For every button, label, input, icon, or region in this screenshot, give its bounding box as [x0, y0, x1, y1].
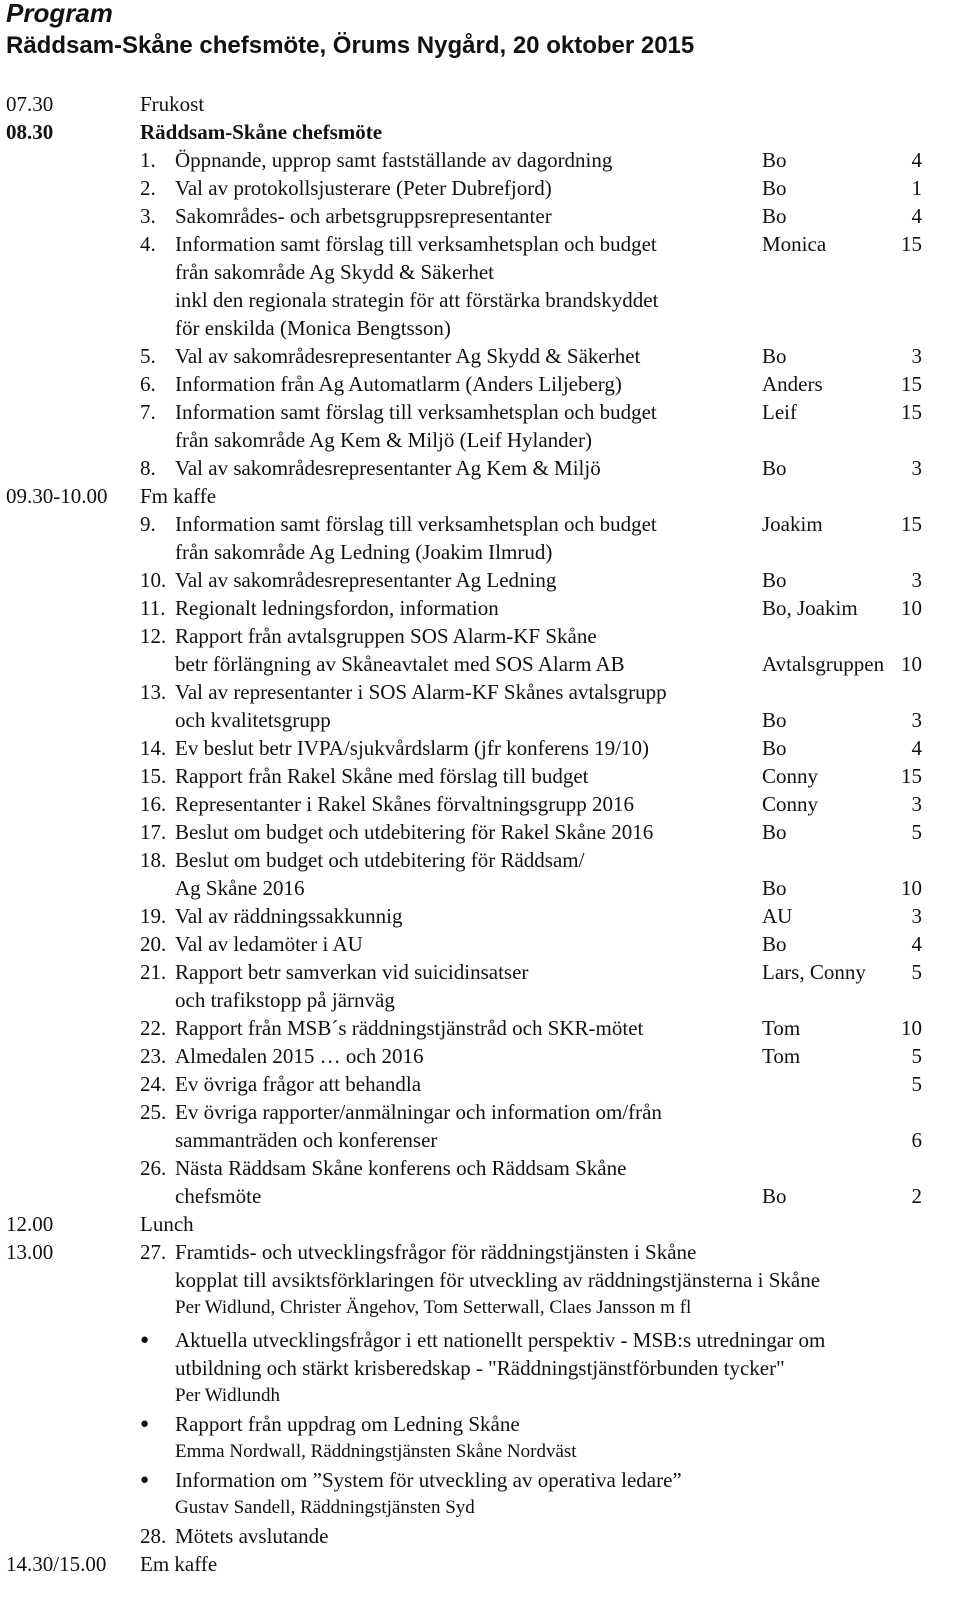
item-text: Beslut om budget och utdebitering för Räddsam/ — [175, 848, 585, 872]
item-minutes: 2 — [911, 1184, 922, 1208]
agenda-item-continuation — [0, 986, 960, 1014]
item-text: Rapport från MSB´s räddningstjänstråd och SKR-mötet — [175, 1016, 644, 1040]
agenda-item-continuation — [0, 706, 960, 734]
item-responsible: Bo — [762, 176, 787, 200]
item-number: 6. — [140, 372, 156, 396]
item-text: Val av sakområdesrepresentanter Ag Kem & Miljö — [175, 456, 601, 480]
agenda-item — [0, 146, 960, 174]
item-text: Nästa Räddsam Skåne konferens och Räddsam Skåne — [175, 1156, 627, 1180]
item-responsible: Bo — [762, 456, 787, 480]
agenda-item — [0, 370, 960, 398]
item-responsible: Monica — [762, 232, 827, 256]
item-text: från sakområde Ag Kem & Miljö (Leif Hylander) — [175, 428, 592, 452]
item-text: betr förlängning av Skåneavtalet med SOS Alarm AB — [175, 652, 625, 676]
item-number: 18. — [140, 848, 167, 872]
item-number: 4. — [140, 232, 156, 256]
agenda-item — [0, 734, 960, 762]
schedule-row — [0, 1210, 960, 1238]
agenda-item — [0, 818, 960, 846]
item-responsible: Bo — [762, 932, 787, 956]
item-number: 1. — [140, 148, 156, 172]
item-text: inkl den regionala strategin för att förstärka brandskyddet — [175, 288, 659, 312]
schedule-time: 09.30-10.00 — [6, 484, 108, 508]
item-number: 7. — [140, 400, 156, 424]
item-minutes: 3 — [911, 568, 922, 592]
agenda-item — [0, 230, 960, 258]
agenda-item — [0, 1238, 960, 1266]
item-minutes: 4 — [911, 736, 922, 760]
presenters: Per Widlund, Christer Ängehov, Tom Setterwall, Claes Jansson m fl — [175, 1297, 692, 1318]
agenda-item — [0, 1042, 960, 1070]
agenda-item — [0, 762, 960, 790]
agenda-item-continuation — [0, 426, 960, 454]
bullet-icon: ● — [140, 1416, 150, 1433]
item-number: 15. — [140, 764, 167, 788]
agenda-item — [0, 958, 960, 986]
bullet-item — [0, 1466, 960, 1494]
item-number: 16. — [140, 792, 167, 816]
item-responsible: Conny — [762, 792, 819, 816]
item-presenters — [0, 1294, 960, 1322]
item-responsible: Bo — [762, 1184, 787, 1208]
item-responsible: Leif — [762, 400, 797, 424]
bullet-presenters — [0, 1382, 960, 1410]
item-text: Information samt förslag till verksamhetsplan och budget — [175, 232, 657, 256]
item-number: 3. — [140, 204, 156, 228]
agenda-item-continuation — [0, 538, 960, 566]
item-text: Regionalt ledningsfordon, information — [175, 596, 499, 620]
schedule-label: Em kaffe — [140, 1552, 218, 1577]
item-text: Representanter i Rakel Skånes förvaltningsgrupp 2016 — [175, 792, 634, 816]
agenda-item — [0, 566, 960, 594]
agenda-item — [0, 678, 960, 706]
bullet-icon: ● — [140, 1472, 150, 1489]
schedule-label: Frukost — [140, 92, 205, 116]
item-number: 9. — [140, 512, 156, 536]
item-text: Almedalen 2015 … och 2016 — [175, 1044, 424, 1068]
schedule-label: Fm kaffe — [140, 484, 217, 508]
agenda-item — [0, 846, 960, 874]
item-minutes: 10 — [901, 652, 922, 676]
item-text: Ev övriga rapporter/anmälningar och information om/från — [175, 1100, 662, 1124]
item-number: 19. — [140, 904, 167, 928]
item-number: 27. — [140, 1240, 167, 1264]
item-number: 10. — [140, 568, 167, 592]
item-minutes: 4 — [911, 204, 922, 228]
item-number: 22. — [140, 1016, 167, 1040]
item-responsible: Bo — [762, 876, 787, 900]
item-number: 14. — [140, 736, 167, 760]
bullet-item-continuation — [0, 1354, 960, 1382]
bullet-item — [0, 1326, 960, 1354]
item-text: Ev beslut betr IVPA/sjukvårdslarm (jfr konferens 19/10) — [175, 736, 649, 760]
item-responsible: Tom — [762, 1044, 801, 1068]
schedule-label: Lunch — [140, 1212, 194, 1236]
item-minutes: 5 — [911, 1044, 922, 1068]
item-text: Information samt förslag till verksamhetsplan och budget — [175, 400, 657, 424]
item-minutes: 6 — [911, 1128, 922, 1152]
item-responsible: Anders — [762, 372, 823, 396]
program-subtitle: Räddsam-Skåne chefsmöte, Örums Nygård, 20 oktober 2015 — [6, 32, 695, 59]
item-responsible: Avtalsgruppen — [762, 652, 885, 676]
agenda-item — [0, 1154, 960, 1182]
agenda-item — [0, 790, 960, 818]
item-number: 26. — [140, 1156, 167, 1180]
item-responsible: Conny — [762, 764, 819, 788]
item-minutes: 1 — [911, 176, 922, 200]
item-minutes: 15 — [901, 232, 922, 256]
item-minutes: 5 — [911, 820, 922, 844]
item-number: 17. — [140, 820, 167, 844]
item-responsible: AU — [762, 904, 793, 928]
item-responsible: Bo — [762, 148, 787, 172]
item-minutes: 10 — [901, 876, 922, 900]
presenters: Per Widlundh — [175, 1385, 280, 1407]
item-minutes: 3 — [911, 904, 922, 928]
item-text: Information från Ag Automatlarm (Anders Liljeberg) — [175, 372, 622, 396]
item-number: 8. — [140, 456, 156, 480]
bullet-text: Rapport från uppdrag om Ledning Skåne — [175, 1412, 520, 1437]
item-minutes: 15 — [901, 512, 922, 536]
schedule-label: Räddsam-Skåne chefsmöte — [140, 120, 383, 144]
item-number: 25. — [140, 1100, 167, 1124]
schedule-row — [0, 90, 960, 118]
item-responsible: Bo — [762, 344, 787, 368]
agenda-item-continuation — [0, 314, 960, 342]
item-responsible: Bo, Joakim — [762, 596, 858, 620]
item-minutes: 10 — [901, 596, 922, 620]
schedule-time: 07.30 — [6, 92, 54, 116]
presenters: Emma Nordwall, Räddningstjänsten Skåne Nordväst — [175, 1441, 577, 1463]
presenters: Gustav Sandell, Räddningstjänsten Syd — [175, 1497, 475, 1519]
item-text: och kvalitetsgrupp — [175, 708, 331, 732]
item-number: 28. — [140, 1524, 167, 1549]
agenda-item — [0, 1098, 960, 1126]
item-minutes: 5 — [911, 960, 922, 984]
item-responsible: Bo — [762, 820, 787, 844]
item-text: Mötets avslutande — [175, 1524, 329, 1549]
schedule-time: 08.30 — [6, 120, 54, 144]
agenda-item-continuation — [0, 1126, 960, 1154]
item-minutes: 5 — [911, 1072, 922, 1096]
item-text: och trafikstopp på järnväg — [175, 988, 395, 1012]
item-text: sammanträden och konferenser — [175, 1128, 438, 1152]
item-responsible: Bo — [762, 568, 787, 592]
item-minutes: 4 — [911, 148, 922, 172]
bullet-icon: ● — [140, 1332, 150, 1349]
agenda-item — [0, 622, 960, 650]
agenda-item — [0, 902, 960, 930]
schedule-time: 14.30/15.00 — [6, 1552, 107, 1577]
item-text: Val av representanter i SOS Alarm-KF Skånes avtalsgrupp — [175, 680, 667, 704]
bullet-text: Aktuella utvecklingsfrågor i ett nationellt perspektiv - MSB:s utredningar om — [175, 1328, 826, 1353]
item-text: Öppnande, upprop samt fastställande av dagordning — [175, 148, 613, 172]
item-responsible: Bo — [762, 204, 787, 228]
bullet-item — [0, 1410, 960, 1438]
item-number: 5. — [140, 344, 156, 368]
agenda-item — [0, 454, 960, 482]
item-minutes: 3 — [911, 456, 922, 480]
item-text: Val av sakområdesrepresentanter Ag Ledning — [175, 568, 557, 592]
item-minutes: 3 — [911, 792, 922, 816]
item-minutes: 10 — [901, 1016, 922, 1040]
agenda-item — [0, 930, 960, 958]
item-number: 24. — [140, 1072, 167, 1096]
schedule-row — [0, 118, 960, 146]
bullet-presenters — [0, 1438, 960, 1466]
item-minutes: 15 — [901, 400, 922, 424]
program-title: Program — [6, 0, 113, 28]
agenda-item — [0, 594, 960, 622]
item-text: kopplat till avsiktsförklaringen för utveckling av räddningstjänsterna i Skåne — [175, 1268, 821, 1292]
agenda-item — [0, 398, 960, 426]
schedule-time: 13.00 — [6, 1240, 54, 1264]
agenda-item — [0, 1522, 960, 1550]
schedule-row — [0, 482, 960, 510]
agenda-item — [0, 1070, 960, 1098]
agenda-item-continuation — [0, 650, 960, 678]
item-text: från sakområde Ag Ledning (Joakim Ilmrud) — [175, 540, 553, 564]
agenda-item-continuation — [0, 258, 960, 286]
item-text: Ag Skåne 2016 — [175, 876, 305, 900]
item-text: Val av ledamöter i AU — [175, 932, 363, 956]
agenda-item — [0, 174, 960, 202]
item-text: Beslut om budget och utdebitering för Rakel Skåne 2016 — [175, 820, 654, 844]
schedule-time: 12.00 — [6, 1212, 54, 1236]
item-text: Framtids- och utvecklingsfrågor för räddningstjänsten i Skåne — [175, 1240, 697, 1264]
agenda-item-continuation — [0, 1182, 960, 1210]
item-minutes: 15 — [901, 372, 922, 396]
agenda-item — [0, 202, 960, 230]
item-minutes: 3 — [911, 344, 922, 368]
item-text: Val av protokollsjusterare (Peter Dubrefjord) — [175, 176, 552, 200]
item-text: Information samt förslag till verksamhetsplan och budget — [175, 512, 657, 536]
item-text: Rapport betr samverkan vid suicidinsatser — [175, 960, 529, 984]
bullet-presenters — [0, 1494, 960, 1522]
agenda-item — [0, 342, 960, 370]
item-text: Ev övriga frågor att behandla — [175, 1072, 422, 1096]
agenda-item-continuation — [0, 1266, 960, 1294]
item-number: 13. — [140, 680, 167, 704]
schedule-row — [0, 1550, 960, 1578]
item-number: 20. — [140, 932, 167, 956]
item-text: Val av sakområdesrepresentanter Ag Skydd & Säkerhet — [175, 344, 641, 368]
item-text: från sakområde Ag Skydd & Säkerhet — [175, 260, 495, 284]
item-minutes: 4 — [911, 932, 922, 956]
item-minutes: 15 — [901, 764, 922, 788]
item-responsible: Lars, Conny — [762, 960, 866, 984]
item-number: 11. — [140, 596, 166, 620]
item-text: chefsmöte — [175, 1184, 262, 1208]
item-responsible: Joakim — [762, 512, 823, 536]
agenda-item — [0, 510, 960, 538]
item-responsible: Tom — [762, 1016, 801, 1040]
item-text: Sakområdes- och arbetsgruppsrepresentanter — [175, 204, 552, 228]
item-text: Rapport från avtalsgruppen SOS Alarm-KF Skåne — [175, 624, 597, 648]
item-number: 23. — [140, 1044, 167, 1068]
item-text: för enskilda (Monica Bengtsson) — [175, 316, 451, 340]
item-number: 2. — [140, 176, 156, 200]
item-number: 21. — [140, 960, 167, 984]
agenda-item-continuation — [0, 874, 960, 902]
item-responsible: Bo — [762, 736, 787, 760]
agenda-item-continuation — [0, 286, 960, 314]
item-minutes: 3 — [911, 708, 922, 732]
item-responsible: Bo — [762, 708, 787, 732]
bullet-text: Information om ”System för utveckling av operativa ledare” — [175, 1468, 682, 1493]
item-number: 12. — [140, 624, 167, 648]
bullet-text: utbildning och stärkt krisberedskap - "Räddningstjänstförbunden tycker" — [175, 1356, 785, 1381]
agenda-item — [0, 1014, 960, 1042]
item-text: Rapport från Rakel Skåne med förslag till budget — [175, 764, 589, 788]
item-text: Val av räddningssakkunnig — [175, 904, 403, 928]
